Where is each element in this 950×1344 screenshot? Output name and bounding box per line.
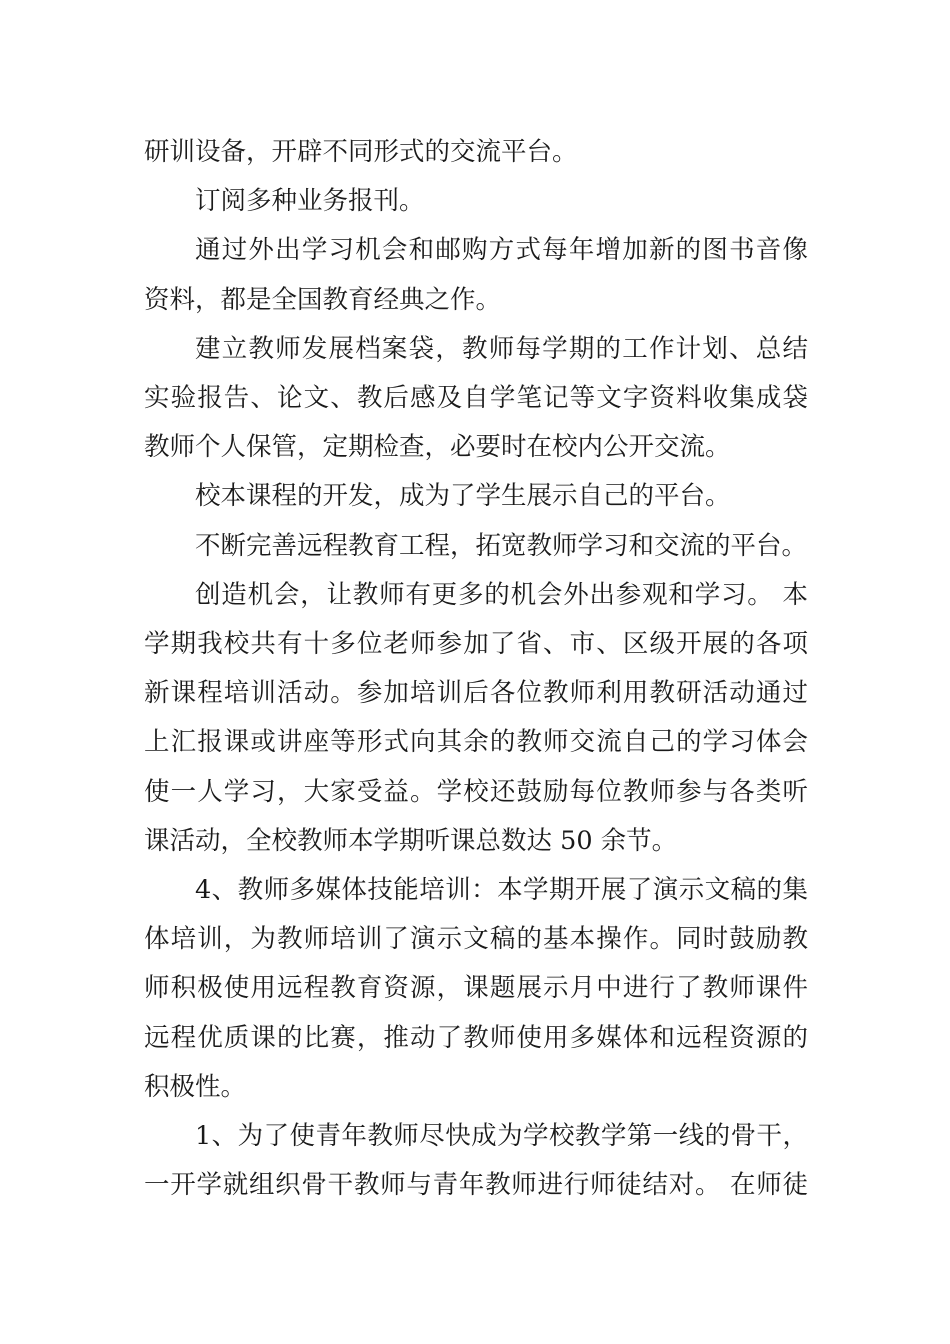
text-line: 通过外出学习机会和邮购方式每年增加新的图书音像 — [195, 235, 808, 266]
paragraph — [144, 177, 808, 226]
paragraph — [144, 325, 808, 473]
text-line: 4、教师多媒体技能培训：本学期开展了演示文稿的集 — [195, 875, 808, 906]
text-line: 建立教师发展档案袋，教师每学期的工作计划、总结 — [195, 333, 808, 364]
document-body — [144, 128, 808, 1210]
text-line: 订阅多种业务报刊。 — [195, 186, 425, 217]
paragraph — [144, 226, 808, 324]
text-line: 体培训，为教师培训了演示文稿的基本操作。同时鼓励教 — [144, 924, 808, 955]
text-line: 资料，都是全国教育经典之作。 — [144, 284, 502, 315]
paragraph — [144, 571, 808, 866]
text-line: 不断完善远程教育工程，拓宽教师学习和交流的平台。 — [195, 530, 808, 561]
text-line: 一开学就组织骨干教师与青年教师进行师徒结对。 在师徒 — [144, 1170, 808, 1201]
text-line: 校本课程的开发，成为了学生展示自己的平台。 — [195, 481, 731, 512]
text-line: 师积极使用远程教育资源，课题展示月中进行了教师课件 — [144, 973, 808, 1004]
text-line: 积极性。 — [144, 1071, 247, 1102]
paragraph — [144, 472, 808, 521]
text-line: 教师个人保管，定期检查，必要时在校内公开交流。 — [144, 432, 731, 463]
paragraph — [144, 1112, 808, 1210]
text-line: 远程优质课的比赛，推动了教师使用多媒体和远程资源的 — [144, 1022, 808, 1053]
text-line: 使一人学习，大家受益。学校还鼓励每位教师参与各类听 — [144, 776, 808, 807]
paragraph — [144, 866, 808, 1112]
text-line: 实验报告、论文、教后感及自学笔记等文字资料收集成袋 — [144, 383, 808, 414]
paragraph — [144, 128, 808, 177]
text-line: 学期我校共有十多位老师参加了省、市、区级开展的各项 — [144, 629, 808, 660]
text-line: 研训设备，开辟不同形式的交流平台。 — [144, 137, 578, 167]
paragraph — [144, 522, 808, 571]
text-line: 课活动，全校教师本学期听课总数达 50 余节。 — [144, 825, 678, 856]
text-line: 1、为了使青年教师尽快成为学校教学第一线的骨干， — [195, 1121, 808, 1152]
text-line: 上汇报课或讲座等形式向其余的教师交流自己的学习体会 — [144, 727, 808, 758]
text-line: 创造机会，让教师有更多的机会外出参观和学习。 本 — [195, 579, 808, 610]
text-line: 新课程培训活动。参加培训后各位教师利用教研活动通过 — [144, 678, 808, 709]
